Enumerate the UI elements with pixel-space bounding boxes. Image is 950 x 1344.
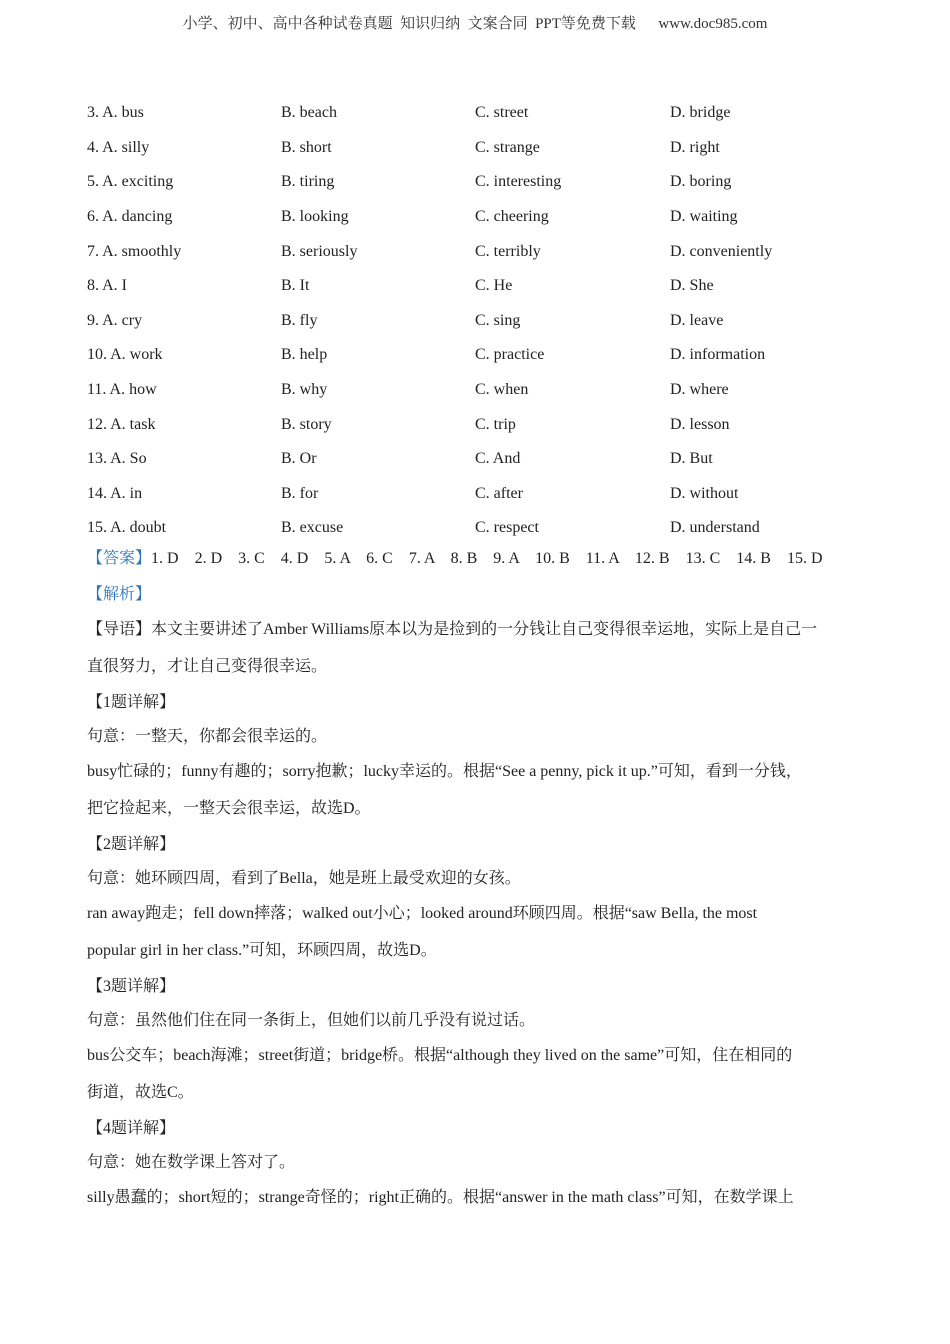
option-row: [87, 477, 877, 512]
option-cell: D. conveniently: [670, 242, 773, 260]
option-row: [87, 200, 877, 235]
option-row: [87, 338, 877, 373]
q2-explain-1: ran away跑走；fell down摔落；walked out小心；looked around环顾四周。根据“saw Bella, the most: [87, 905, 758, 922]
option-row: [87, 442, 877, 477]
option-cell: D. waiting: [670, 208, 738, 226]
option-cell: 9. A. cry: [87, 311, 143, 329]
q3-explain-2: 街道，故选C。: [87, 1084, 194, 1101]
option-cell: C. when: [475, 381, 529, 399]
option-cell: C. terribly: [475, 242, 541, 260]
answer-tag: 【答案】: [87, 550, 152, 567]
option-cell: C. practice: [475, 346, 545, 364]
option-cell: C. He: [475, 277, 513, 295]
option-row: [87, 131, 877, 166]
option-cell: 8. A. I: [87, 277, 127, 295]
q1-title: 【1题详解】: [87, 694, 176, 711]
page-header: 小学、初中、高中各种试卷真题 知识归纳 文案合同 PPT等免费下载 www.doc985.com: [182, 16, 768, 32]
option-cell: 10. A. work: [87, 346, 163, 364]
q4-meaning: 句意：她在数学课上答对了。: [87, 1154, 296, 1171]
option-cell: 11. A. how: [87, 381, 157, 399]
q3-explain-1: bus公交车；beach海滩；street街道；bridge桥。根据“although they lived on the same”可知，住在相同的: [87, 1047, 793, 1064]
option-cell: B. short: [281, 138, 332, 156]
option-cell: 5. A. exciting: [87, 173, 174, 191]
option-cell: B. story: [281, 415, 332, 433]
option-row: [87, 407, 877, 442]
option-row: [87, 373, 877, 408]
option-cell: B. Or: [281, 450, 317, 468]
option-cell: C. interesting: [475, 173, 562, 191]
option-row: [87, 304, 877, 339]
option-cell: B. why: [281, 381, 328, 399]
options-table: [87, 96, 877, 546]
option-row: [87, 269, 877, 304]
intro-line-2: 直很努力，才让自己变得很幸运。: [87, 658, 328, 675]
option-cell: D. leave: [670, 311, 724, 329]
option-cell: B. excuse: [281, 519, 344, 537]
answer-values: 1. D 2. D 3. C 4. D 5. A 6. C 7. A 8. B 9. A 10. B 11. A 12. B 13. C 14. B 15. D: [151, 550, 823, 567]
option-row: [87, 234, 877, 269]
option-row: [87, 96, 877, 131]
option-cell: C. respect: [475, 519, 539, 537]
option-cell: C. strange: [475, 138, 540, 156]
option-cell: C. trip: [475, 415, 516, 433]
option-cell: C. street: [475, 104, 529, 122]
option-cell: D. She: [670, 277, 714, 295]
option-cell: D. right: [670, 138, 720, 156]
option-cell: C. after: [475, 484, 523, 502]
q2-explain-2: popular girl in her class.”可知，环顾四周，故选D。: [87, 942, 437, 959]
option-cell: 12. A. task: [87, 415, 156, 433]
option-row: [87, 511, 877, 546]
option-cell: B. fly: [281, 311, 318, 329]
option-cell: B. for: [281, 484, 319, 502]
option-cell: B. looking: [281, 208, 349, 226]
option-cell: C. And: [475, 450, 521, 468]
option-cell: D. bridge: [670, 104, 731, 122]
q3-meaning: 句意：虽然他们住在同一条街上，但她们以前几乎没有说过话。: [87, 1012, 536, 1029]
q1-meaning: 句意：一整天，你都会很幸运的。: [87, 728, 328, 745]
option-cell: C. sing: [475, 311, 521, 329]
option-cell: 15. A. doubt: [87, 519, 167, 537]
q2-title: 【2题详解】: [87, 836, 176, 853]
option-cell: 13. A. So: [87, 450, 147, 468]
intro-line-1: 【导语】本文主要讲述了Amber Williams原本以为是捡到的一分钱让自己变得很幸运地，实际上是自己一: [87, 621, 818, 638]
option-cell: D. lesson: [670, 415, 730, 433]
option-cell: B. help: [281, 346, 328, 364]
option-cell: B. beach: [281, 104, 337, 122]
q3-title: 【3题详解】: [87, 978, 176, 995]
option-cell: D. without: [670, 484, 739, 502]
q4-title: 【4题详解】: [87, 1120, 176, 1137]
q2-meaning: 句意：她环顾四周，看到了Bella，她是班上最受欢迎的女孩。: [87, 870, 521, 887]
option-cell: D. understand: [670, 519, 760, 537]
option-cell: 4. A. silly: [87, 138, 150, 156]
q1-explain-1: busy忙碌的；funny有趣的；sorry抱歉；lucky幸运的。根据“See a penny, pick it up.”可知，看到一分钱，: [87, 763, 802, 780]
option-cell: 6. A. dancing: [87, 208, 173, 226]
option-cell: D. where: [670, 381, 729, 399]
q1-explain-2: 把它捡起来，一整天会很幸运，故选D。: [87, 800, 371, 817]
option-cell: B. It: [281, 277, 310, 295]
option-cell: B. tiring: [281, 173, 335, 191]
option-cell: D. boring: [670, 173, 732, 191]
option-cell: 14. A. in: [87, 484, 143, 502]
option-cell: D. But: [670, 450, 713, 468]
option-cell: C. cheering: [475, 208, 549, 226]
option-cell: D. information: [670, 346, 766, 364]
option-row: [87, 165, 877, 200]
analysis-tag: 【解析】: [87, 586, 152, 603]
answer-line: [87, 547, 823, 571]
option-cell: 3. A. bus: [87, 104, 144, 122]
option-cell: 7. A. smoothly: [87, 242, 182, 260]
q4-explain-1: silly愚蠢的；short短的；strange奇怪的；right正确的。根据“answer in the math class”可知，在数学课上: [87, 1189, 794, 1206]
option-cell: B. seriously: [281, 242, 358, 260]
